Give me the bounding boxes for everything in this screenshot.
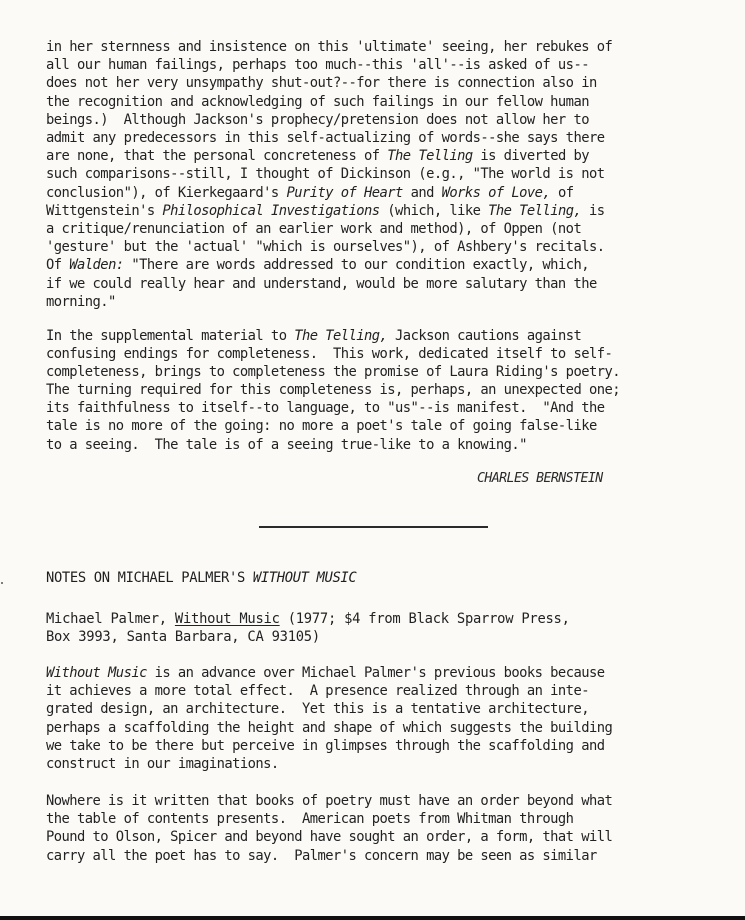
text-line: its faithfulness to itself--to language, to "us"--is manifest. "And the xyxy=(46,400,605,417)
text-line: tale is no more of the going: no more a poet's tale of going false-like xyxy=(46,418,597,435)
text-line-9-end: of xyxy=(550,184,574,201)
text-line-7-start: are none, that the personal concreteness of xyxy=(46,148,388,165)
book-title-walden: Walden: xyxy=(69,257,124,274)
text-line: Nowhere is it written that books of poetry must have an order beyond what xyxy=(46,793,613,809)
author-signature: CHARLES BERNSTEIN xyxy=(477,471,603,486)
text-line: grated design, an architecture. Yet this is a tentative architecture, xyxy=(46,701,589,718)
text-line: completeness, brings to completeness the promise of Laura Riding's poetry. xyxy=(46,364,620,381)
text-line-14: if we could really hear and understand, would be more salutary than the xyxy=(46,275,597,292)
text-line-10-start: Wittgenstein's xyxy=(46,202,163,219)
citation-address: Box 3993, Santa Barbara, CA 93105) xyxy=(46,629,320,646)
review-two-heading xyxy=(46,570,356,586)
text-line: The turning required for this completeness is, perhaps, an unexpected one; xyxy=(46,382,620,399)
review-two-paragraph-one xyxy=(46,664,706,773)
text-line-11: a critique/renunciation of an earlier work and method), of Oppen (not xyxy=(46,221,582,238)
text-line-9-connector: and xyxy=(402,184,442,201)
text-line: we take to be there but perceive in glimpses through the scaffolding and xyxy=(46,737,605,754)
book-title-philosophical-investigations: Philosophical Investigations xyxy=(162,202,380,219)
text-line-10-middle: (which, like xyxy=(379,202,489,219)
text-line-4: the recognition and acknowledging of such failings in our fellow human xyxy=(46,93,589,110)
citation-book-title: Without Music xyxy=(174,611,280,627)
book-title-works-of-love: Works of Love, xyxy=(441,184,551,201)
review-two-paragraph-two xyxy=(46,792,706,865)
text-line-7-end: is diverted by xyxy=(472,148,589,165)
text-line-8: such comparisons--still, I thought of Dickinson (e.g., "The world is not xyxy=(46,166,605,183)
text-line-2: all our human failings, perhaps too much--this 'all'--is asked of us-- xyxy=(46,57,589,74)
citation-author: Michael Palmer, xyxy=(46,611,175,627)
text-line: construct in our imaginations. xyxy=(46,756,279,773)
book-title-the-telling-third: The Telling, xyxy=(294,328,388,344)
text-line-6: admit any predecessors in this self-actualizing of words--she says there xyxy=(46,130,605,147)
text-line-9-start: conclusion"), of Kierkegaard's xyxy=(46,184,287,201)
section-divider xyxy=(259,526,488,528)
text-line: confusing endings for completeness. This work, dedicated itself to self- xyxy=(46,346,613,363)
scan-bottom-edge xyxy=(0,916,745,920)
text-line-13-start: Of xyxy=(46,257,70,274)
heading-book-title: WITHOUT MUSIC xyxy=(252,570,357,586)
citation-publisher-details: (1977; $4 from Black Sparrow Press, xyxy=(279,611,570,627)
text-line-13-end: "There are words addressed to our condition exactly, which, xyxy=(123,257,589,274)
book-title-the-telling-second: The Telling, xyxy=(488,202,582,219)
review-one-paragraph-two xyxy=(46,327,706,454)
text-line: the table of contents presents. American poets from Whitman through xyxy=(46,811,574,828)
text-line-5: beings.) Although Jackson's prophecy/pretension does not allow her to xyxy=(46,111,589,128)
text-line: carry all the poet has to say. Palmer's concern may be seen as similar xyxy=(46,847,597,864)
text-line-end: is an advance over Michael Palmer's previous books because xyxy=(146,665,605,681)
text-line-end: Jackson cautions against xyxy=(387,328,582,344)
text-line: to a seeing. The tale is of a seeing true-like to a knowing." xyxy=(46,436,527,453)
book-title-the-telling: The Telling xyxy=(387,148,473,165)
scan-speck xyxy=(1,582,3,584)
text-line-1: in her sternness and insistence on this 'ultimate' seeing, her rebukes of xyxy=(46,39,613,55)
heading-prefix: NOTES ON MICHAEL PALMER'S xyxy=(46,570,253,586)
text-line-15: morning." xyxy=(46,293,116,310)
text-line-12: 'gesture' but the 'actual' "which is ourselves"), of Ashbery's recitals. xyxy=(46,239,605,256)
book-citation xyxy=(46,610,706,647)
text-line-start: In the supplemental material to xyxy=(46,328,295,344)
text-line: it achieves a more total effect. A presence realized through an inte- xyxy=(46,683,589,700)
book-title-purity-of-heart: Purity of Heart xyxy=(286,184,403,201)
text-line: perhaps a scaffolding the height and shape of which suggests the building xyxy=(46,719,613,736)
book-title-without-music: Without Music xyxy=(46,665,147,681)
text-line-3: does not her very unsympathy shut-out?--for there is connection also in xyxy=(46,75,597,92)
text-line-10-end: is xyxy=(581,202,605,219)
text-line: Pound to Olson, Spicer and beyond have sought an order, a form, that will xyxy=(46,829,613,846)
review-one-paragraph-one xyxy=(46,38,706,311)
